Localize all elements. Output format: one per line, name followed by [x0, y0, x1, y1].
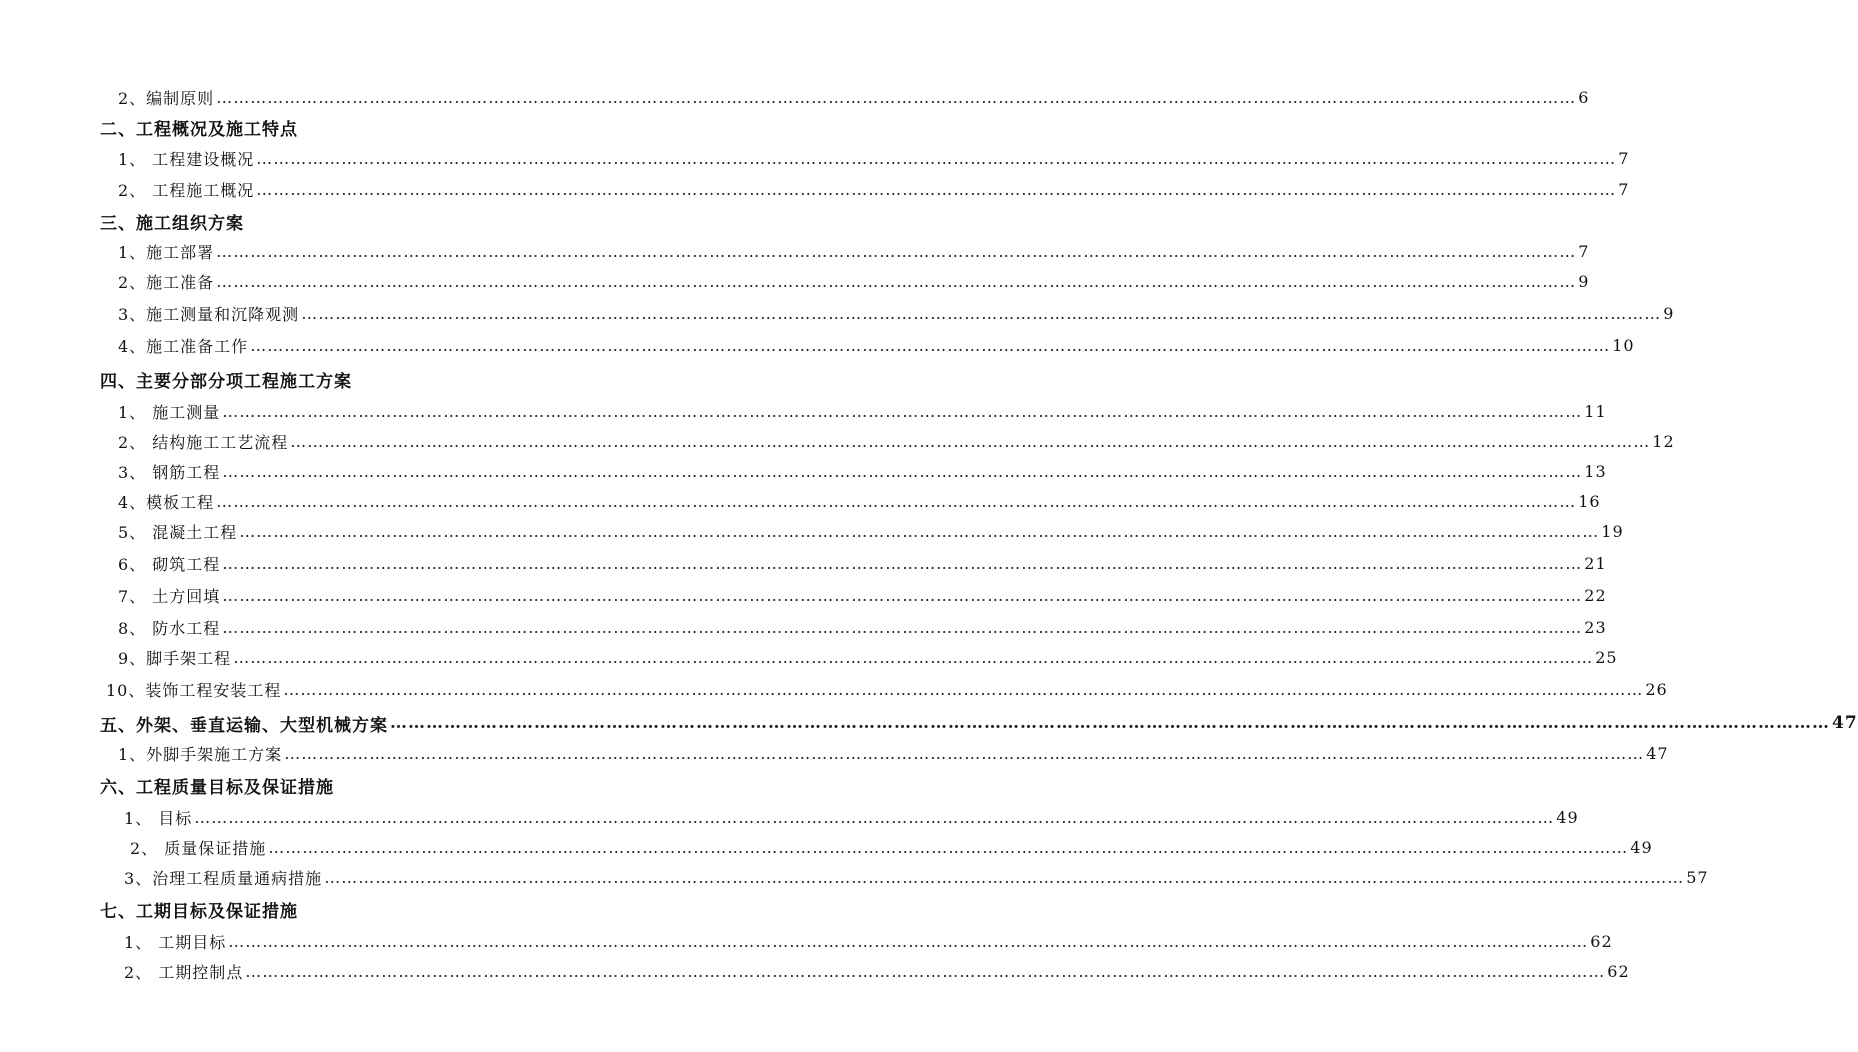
- page-number: 26: [1645, 679, 1668, 699]
- page-number: 62: [1590, 931, 1613, 951]
- page-number: 57: [1686, 867, 1709, 887]
- toc-item[interactable]: [118, 332, 1635, 358]
- toc-entry-title: 1、 工期目标: [124, 932, 227, 952]
- dot-leader: ……………………………………………………………………………………………………………………………………………………………………………………………………………………: [256, 179, 1617, 199]
- toc-entry-title: 二、工程概况及施工特点: [100, 119, 298, 140]
- dot-leader: ……………………………………………………………………………………………………………………………………………………………………………………………………………………: [268, 837, 1629, 857]
- toc-entry-title: 四、主要分部分项工程施工方案: [100, 371, 352, 392]
- page-number: 9: [1663, 303, 1675, 323]
- dot-leader: ……………………………………………………………………………………………………………………………………………………………………………………………………………………: [216, 87, 1577, 107]
- page-number: 7: [1618, 148, 1630, 168]
- page-number: 16: [1578, 491, 1601, 511]
- page-number: 49: [1630, 837, 1653, 857]
- toc-entry-title: 10、装饰工程安装工程: [106, 680, 282, 700]
- toc-item[interactable]: [118, 428, 1675, 454]
- dot-leader: ……………………………………………………………………………………………………………………………………………………………………………………………………………………: [233, 647, 1594, 667]
- dot-leader: ……………………………………………………………………………………………………………………………………………………………………………………………………………………: [222, 617, 1583, 637]
- toc-item[interactable]: [118, 644, 1618, 670]
- page-number: 25: [1595, 647, 1618, 667]
- toc-entry-title: 六、工程质量目标及保证措施: [100, 777, 334, 798]
- dot-leader: ……………………………………………………………………………………………………………………………………………………………………………………………………………………: [290, 431, 1651, 451]
- toc-entry-title: 2、施工准备: [118, 272, 215, 292]
- toc-entry-title: 1、 工程建设概况: [118, 149, 255, 169]
- toc-entry-title: 9、脚手架工程: [118, 648, 232, 668]
- page-number: 11: [1584, 401, 1607, 421]
- page-number: 21: [1584, 553, 1607, 573]
- toc-item[interactable]: [106, 676, 1668, 702]
- dot-leader: ……………………………………………………………………………………………………………………………………………………………………………………………………………………: [222, 585, 1583, 605]
- dot-leader: ……………………………………………………………………………………………………………………………………………………………………………………………………………………: [284, 743, 1645, 763]
- toc-entry-title: 三、施工组织方案: [100, 213, 244, 234]
- toc-item[interactable]: [118, 145, 1630, 171]
- toc-item[interactable]: [118, 176, 1630, 202]
- toc-item[interactable]: [124, 864, 1709, 890]
- toc-entry-title: 4、模板工程: [118, 492, 215, 512]
- dot-leader: ……………………………………………………………………………………………………………………………………………………………………………………………………………………: [324, 867, 1685, 887]
- toc-item[interactable]: [118, 458, 1607, 484]
- toc-item[interactable]: [118, 488, 1601, 514]
- toc-item[interactable]: [130, 834, 1653, 860]
- dot-leader: ……………………………………………………………………………………………………………………………………………………………………………………………………………………: [216, 491, 1577, 511]
- toc-heading[interactable]: [100, 896, 642, 922]
- toc-entry-title: 1、施工部署: [118, 242, 215, 262]
- toc-item[interactable]: [118, 518, 1624, 544]
- toc-item[interactable]: [118, 582, 1607, 608]
- toc-entry-title: 七、工期目标及保证措施: [100, 901, 298, 922]
- toc-entry-title: 1、 施工测量: [118, 402, 221, 422]
- toc-entry-title: 3、 钢筋工程: [118, 462, 221, 482]
- dot-leader: ……………………………………………………………………………………………………………………………………………………………………………………………………………………: [390, 713, 1830, 733]
- toc-heading[interactable]: [100, 710, 1858, 736]
- page-number: 9: [1578, 271, 1590, 291]
- toc-item[interactable]: [118, 550, 1607, 576]
- dot-leader: ……………………………………………………………………………………………………………………………………………………………………………………………………………………: [216, 241, 1577, 261]
- toc-item[interactable]: [118, 300, 1675, 326]
- toc-entry-title: 3、施工测量和沉降观测: [118, 304, 300, 324]
- page-number: 7: [1578, 241, 1590, 261]
- toc-item[interactable]: [118, 268, 1590, 294]
- toc-entry-title: 2、 工程施工概况: [118, 180, 255, 200]
- toc-entry-title: 五、外架、垂直运输、大型机械方案: [100, 715, 388, 736]
- toc-entry-title: 7、 土方回填: [118, 586, 221, 606]
- page-number: 13: [1584, 461, 1607, 481]
- dot-leader: ……………………………………………………………………………………………………………………………………………………………………………………………………………………: [222, 401, 1583, 421]
- page-number: 47: [1832, 713, 1858, 733]
- toc-item[interactable]: [118, 238, 1590, 264]
- toc-item[interactable]: [118, 614, 1607, 640]
- page-number: 47: [1646, 743, 1669, 763]
- toc-entry-title: 4、施工准备工作: [118, 336, 249, 356]
- toc-item[interactable]: [118, 84, 1590, 110]
- page-number: 49: [1556, 807, 1579, 827]
- toc-heading[interactable]: [100, 208, 642, 234]
- dot-leader: ……………………………………………………………………………………………………………………………………………………………………………………………………………………: [222, 461, 1583, 481]
- toc-item[interactable]: [124, 804, 1579, 830]
- toc-entry-title: 2、 工期控制点: [124, 962, 244, 982]
- dot-leader: ……………………………………………………………………………………………………………………………………………………………………………………………………………………: [216, 271, 1577, 291]
- toc-entry-title: 2、 质量保证措施: [130, 838, 267, 858]
- page-number: 7: [1618, 179, 1630, 199]
- dot-leader: ……………………………………………………………………………………………………………………………………………………………………………………………………………………: [194, 807, 1555, 827]
- toc-entry-title: 5、 混凝土工程: [118, 522, 238, 542]
- toc-entry-title: 1、外脚手架施工方案: [118, 744, 283, 764]
- dot-leader: ……………………………………………………………………………………………………………………………………………………………………………………………………………………: [222, 553, 1583, 573]
- dot-leader: ……………………………………………………………………………………………………………………………………………………………………………………………………………………: [283, 679, 1644, 699]
- toc-entry-title: 8、 防水工程: [118, 618, 221, 638]
- toc-entry-title: 3、治理工程质量通病措施: [124, 868, 323, 888]
- page-number: 62: [1607, 961, 1630, 981]
- dot-leader: ……………………………………………………………………………………………………………………………………………………………………………………………………………………: [250, 335, 1611, 355]
- page-number: 23: [1584, 617, 1607, 637]
- dot-leader: ……………………………………………………………………………………………………………………………………………………………………………………………………………………: [239, 521, 1600, 541]
- toc-heading[interactable]: [100, 772, 642, 798]
- toc-entry-title: 6、 砌筑工程: [118, 554, 221, 574]
- toc-entry-title: 2、 结构施工工艺流程: [118, 432, 289, 452]
- toc-item[interactable]: [124, 928, 1613, 954]
- page-number: 19: [1601, 521, 1624, 541]
- toc-item[interactable]: [118, 740, 1669, 766]
- page-number: 10: [1612, 335, 1635, 355]
- toc-item[interactable]: [118, 398, 1607, 424]
- toc-heading[interactable]: [100, 366, 642, 392]
- toc-entry-title: 1、 目标: [124, 808, 193, 828]
- page-number: 6: [1578, 87, 1590, 107]
- dot-leader: ……………………………………………………………………………………………………………………………………………………………………………………………………………………: [301, 303, 1662, 323]
- toc-entry-title: 2、编制原则: [118, 88, 215, 108]
- toc-heading[interactable]: [100, 114, 642, 140]
- dot-leader: ……………………………………………………………………………………………………………………………………………………………………………………………………………………: [245, 961, 1606, 981]
- page-number: 22: [1584, 585, 1607, 605]
- toc-item[interactable]: [124, 958, 1630, 984]
- dot-leader: ……………………………………………………………………………………………………………………………………………………………………………………………………………………: [228, 931, 1589, 951]
- page-number: 12: [1652, 431, 1675, 451]
- dot-leader: ……………………………………………………………………………………………………………………………………………………………………………………………………………………: [256, 148, 1617, 168]
